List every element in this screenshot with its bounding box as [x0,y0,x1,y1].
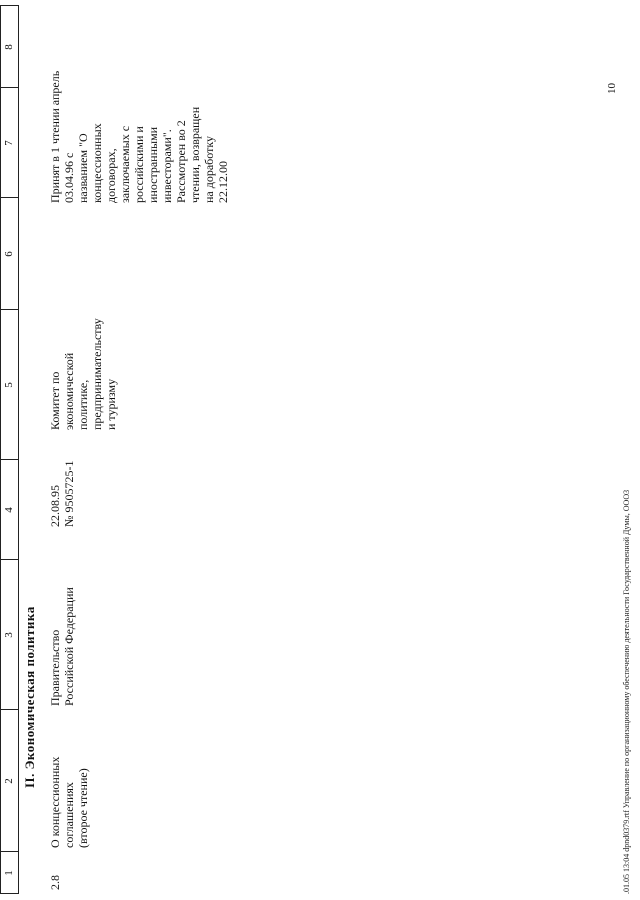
row-number: 2.8 [48,875,62,890]
page-number: 10 [606,83,618,94]
bill-author-line: Правительство [48,629,62,706]
responsible-committee [48,290,118,430]
status-line: 22.12.00 [216,161,230,203]
column-number-8: 8 [3,44,15,50]
column-number-7: 7 [3,140,15,146]
status-line: концессионных [90,123,104,203]
column-number-5: 5 [3,382,15,388]
registration-number: № 9505725-1 [62,460,76,527]
column-number-6: 6 [3,251,15,257]
status-line: 03.04.96 с [62,152,76,203]
status-line: на доработку [202,135,216,203]
committee-line: экономической [62,352,76,430]
bill-submission [48,427,76,527]
header-bottom-rule [18,6,19,894]
status-line: инвесторами". [160,129,174,203]
bill-status [48,28,230,203]
status-line: иностранными [146,126,160,203]
status-line: Рассмотрен во 2 [174,120,188,203]
committee-line: Комитет по [48,371,62,430]
column-number-1: 1 [3,870,15,876]
footer-text: .01.05 13:04 dpnd0379.rtf Управление по организационному обеспечению деятельности Государственной Думы, ООО3 [622,489,631,894]
bill-author [48,561,76,706]
column-number-4: 4 [3,507,15,513]
status-line: Принят в 1 чтении апрель [48,70,62,203]
committee-line: и туризму [104,378,118,430]
status-line: чтении, возвращен [188,106,202,203]
submission-date: 22.08.95 [48,485,62,527]
bill-title [48,713,90,848]
committee-line: предпринимательству [90,318,104,430]
status-line: договорах, [104,148,118,203]
status-line: российскими и [132,126,146,203]
section-heading: II. Экономическая политика [22,606,37,788]
bill-author-line: Российской Федерации [62,587,76,706]
bill-title-line: О концессионных [48,756,62,848]
bill-title-line: соглашениях [62,782,76,848]
bill-title-line: (второе чтение) [76,768,90,848]
column-number-3: 3 [3,632,15,638]
column-number-2: 2 [3,778,15,784]
status-line: заключаемых с [118,125,132,203]
committee-line: политике, [76,379,90,430]
status-line: названием "О [76,133,90,203]
